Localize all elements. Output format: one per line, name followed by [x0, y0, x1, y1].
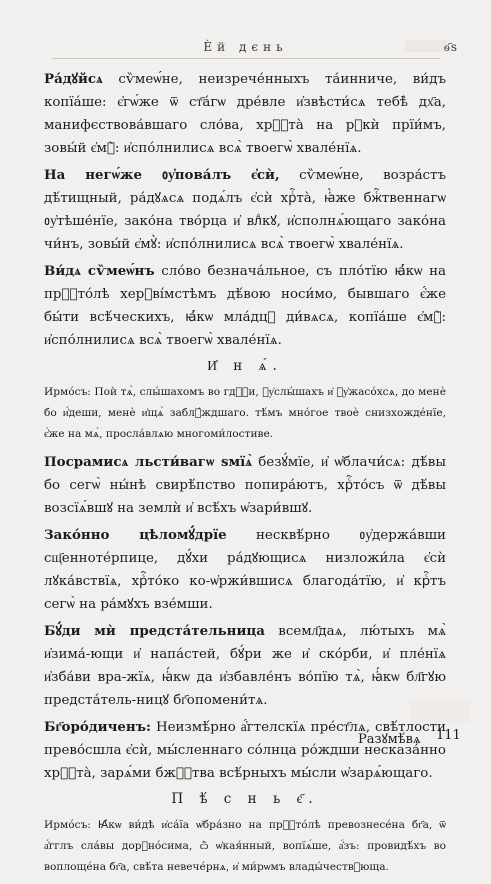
irmos [44, 815, 446, 878]
troparion-1 [44, 68, 446, 160]
section-heading: И҆ н ѧ́. [207, 358, 283, 374]
troparion-text: всемл҃даѧ, лю́тыхъ мѧ̀ и҆зима́-ющи и҆ напа́стей, бꙋ́ри же и҆ ско́рби, и҆ пле́нїѧ и҆зба́ви вра-жїѧ, ꙗ҆́кѡ да и҆збавле́нъ во́пїю тѧ̀, ꙗ҆́кѡ бл҃гꙋю предста́тель-ницꙋ бг҃опомени́тѧ. [44, 624, 446, 708]
troparion-text: Неизмѣ́рно а҆́гтелскїѧ пре́ст҃лѧ, свѣ́тлости прево́сшла є҆сѝ, мы́сленнаго со́лнца ро́ждши несказа́нно хрⷭ҇та̀, зарѧ́ми бжⷭ҇тва всѣ́рныхъ мы́сли ѡ҆зарѧ́ющаго. [44, 720, 446, 781]
irmos [44, 382, 446, 445]
troparion-5 [44, 524, 446, 616]
irmos-label: Ирмо́съ: [44, 819, 91, 831]
header-rule [52, 58, 440, 59]
catchword: Разꙋмѣ́вѧ [358, 732, 421, 747]
running-title: Ѐй дєнь [203, 40, 288, 54]
lead-word: Ви́дѧ сѷмеѡ́нъ [44, 263, 155, 279]
irmos-text: Ꙗ҆́кѡ ви́дѣ и҆са́їа ѡ҆бра́зно на прⷭ҇то́лѣ превознесе́на бг҃а, ѿ а҆́гглъ сла́вы дорꙋно́сима, ѽ ѡ҆кая́нный, вопїѧ́ше, а҆́зъ: провидѣ́хъ во воплоще́на бг҃а, свѣ́та невече́рнѧ, и҆ ми́рѡмъ влады́чествꙋюща. [44, 819, 446, 873]
troparion-text: безꙋ́мїе, и҆ ѡ҆блачи́сѧ: дѣ́вы бо сегѡ̀ ны́нѣ свирѣ́пство попира́ютъ, хрⷭ҇то́съ ѿ дѣ́вы возсїѧ́вшꙋ на землѝ и҆ всѣ́хъ ѡ҆зари́вшꙋ. [44, 455, 446, 516]
troparion-text: сло́во безнача́льное, съ пло́тїю ꙗ҆́кѡ на прⷭ҇то́лѣ херꙋві́мстѣмъ дѣ́вою носи́мо, бывшаго є҆́же бы́ти всѣ́ческихъ, ꙗ҆́кѡ мла́дцꙋ ди́вѧсѧ, копїа́ше є҆мꙋ̀: и҆спо́лнилисѧ всѧ̀ твоегѡ̀ хвале́нїѧ. [44, 264, 446, 348]
lead-word: Ра́дꙋйсѧ [44, 71, 103, 87]
troparion-2 [44, 164, 446, 256]
lead-word: Бꙋ́ди мѝ предста́тельница [44, 623, 265, 639]
troparion-text: сѷмеѡ́не, неизрече́нныхъ та́инниче, ви́дъ копїа́ше: є҆гѡ́же ѿ ст҃а́гѡ дре́вле и҆звѣсти́сѧ тебѣ̀ дх҃а, манифєствова́вшаго сло́ва, хрⷭ҇та̀ на рꙋкѝ прїи́мъ, зовы́й є҆мꙋ̀: и҆спо́лнилисѧ всѧ̀ твоегѡ̀ хвале́нїѧ. [44, 72, 446, 156]
theotokion [44, 716, 446, 785]
page-number-cyrillic: ѳ҃ѕ [443, 40, 458, 54]
troparion-6 [44, 620, 446, 712]
lead-word: Зако́нно цѣломꙋ́дрїе [44, 527, 227, 543]
lead-word: На негѡ́же ᲂу҆пова́лъ є҆сѝ, [44, 167, 280, 183]
running-header [0, 38, 491, 58]
troparion-text: сѷмеѡ́не, возра́стъ дѣ́тищный, ра́дꙋѧсѧ подѧ́лъ є҆сѝ хрⷭ҇та̀, ꙗ҆̀же бжⷭ҇твеннагѡ ᲂу҆тѣше́нїе, зако́на тво́рца и҆ влⷣкꙋ, и҆сполнѧ́ющаго зако́на чи́нъ, зовы́й є҆мꙋ̀: и҆спо́лнилисѧ всѧ̀ твоегѡ̀ хвале́нїѧ. [44, 168, 446, 252]
folio-number: 111 [436, 728, 461, 743]
section-heading: П ѣ́ с н ь є҃. [171, 791, 319, 807]
irmos-label: Ирмо́съ: [44, 386, 91, 398]
troparion-text: несквѣ́рно ᲂу҆держа́вши сщ҃енноте́рпице, дꙋ́хи ра́дꙋющисѧ низложи́ла є҆сѝ лꙋка́вствїѧ, хрⷭ҇то́ко ко-ѡ҆ржи́вшисѧ благода́тїю, и҆ крⷭ҇тъ сегѡ̀ на ра́мꙋхъ взе́мши. [44, 528, 446, 612]
troparion-4 [44, 451, 446, 520]
text-body [44, 68, 446, 884]
lead-word: Посрамисѧ льсти́вагѡ ѕмїѧ̀ [44, 454, 252, 470]
irmos-text: Поѝ тѧ̀, слы́шахомъ во гдⷭ҇и, ᲂу҆слы́шахъ и҆ ᲂу҆жасо́хсѧ, до менѐ бо и҆́деши, менѐ и҆щѧ̀ заблꙋ́ждшаго. тѣ́мъ мно́гое твоѐ снизхожде́нїе, є҆́же на мѧ̀, просла́влѧю многоми́лостиве. [44, 386, 446, 440]
troparion-3 [44, 260, 446, 352]
lead-word: Бг҃оро́диченъ: [44, 719, 151, 735]
